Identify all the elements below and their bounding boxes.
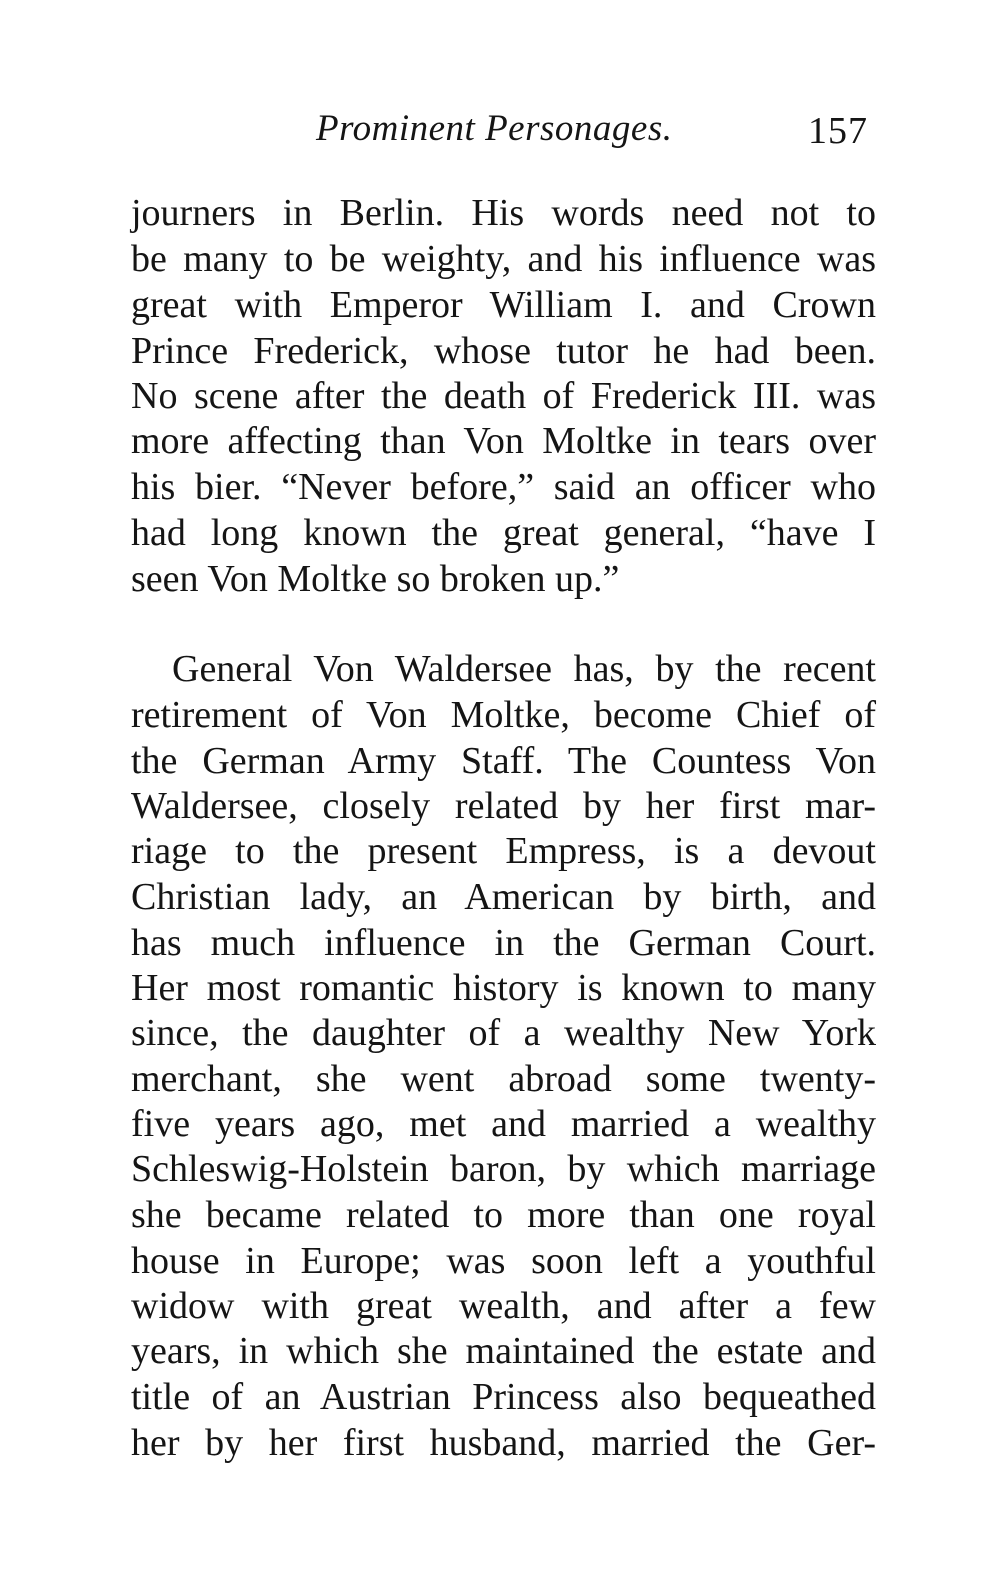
running-title: Prominent Personages.	[316, 108, 673, 149]
text-line: since, the daughter of a wealthy New York	[131, 1012, 876, 1054]
text-line: his bier. “Never before,” said an officer who	[131, 466, 876, 508]
text-line: had long known the great general, “have I	[131, 512, 876, 554]
text-line: retirement of Von Moltke, become Chief of	[131, 694, 876, 736]
text-line: No scene after the death of Frederick III. was	[131, 375, 876, 417]
text-line: riage to the present Empress, is a devout	[131, 830, 876, 872]
text-line: house in Europe; was soon left a youthful	[131, 1240, 876, 1282]
text-line: be many to be weighty, and his influence was	[131, 238, 876, 280]
text-line: has much influence in the German Court.	[131, 922, 876, 964]
text-line: seen Von Moltke so broken up.”	[131, 558, 620, 600]
text-line: she became related to more than one royal	[131, 1194, 876, 1236]
text-line: Prince Frederick, whose tutor he had been.	[131, 330, 876, 372]
text-line: Waldersee, closely related by her first mar-	[131, 785, 876, 827]
text-line: merchant, she went abroad some twenty-	[131, 1058, 876, 1100]
text-line: more affecting than Von Moltke in tears over	[131, 420, 876, 462]
text-line: journers in Berlin. His words need not to	[131, 192, 876, 234]
text-line: Her most romantic history is known to many	[131, 967, 876, 1009]
text-line: widow with great wealth, and after a few	[131, 1285, 876, 1327]
text-line: the German Army Staff. The Countess Von	[131, 740, 876, 782]
text-line: General Von Waldersee has, by the recent	[172, 648, 876, 690]
page-number: 157	[808, 110, 868, 152]
text-line: Schleswig-Holstein baron, by which marriage	[131, 1148, 876, 1190]
running-head	[0, 104, 1000, 154]
text-line: years, in which she maintained the estate and	[131, 1330, 876, 1372]
text-line: title of an Austrian Princess also bequeathed	[131, 1376, 876, 1418]
text-line: five years ago, met and married a wealthy	[131, 1103, 876, 1145]
text-line: Christian lady, an American by birth, and	[131, 876, 876, 918]
text-line: great with Emperor William I. and Crown	[131, 284, 876, 326]
text-line: her by her first husband, married the Ger-	[131, 1422, 876, 1464]
